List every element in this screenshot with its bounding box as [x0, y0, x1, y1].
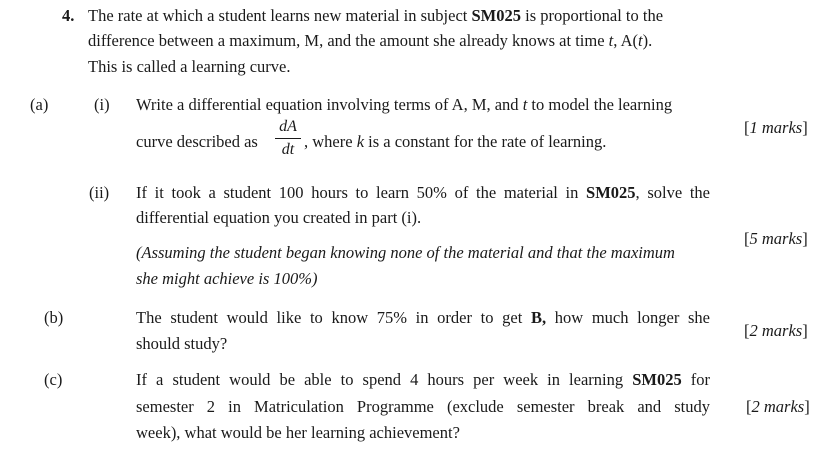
part-a-ii-line-1: If it took a student 100 hours to learn 50% of the material in SM025, solve the [136, 183, 710, 202]
part-b-line-1: The student would like to know 75% in order to get B, how much longer she [136, 308, 710, 327]
part-a-label: (a) [30, 95, 49, 114]
part-a-ii-marks: [5 marks] [744, 229, 808, 248]
part-a-i-line-2a: curve described as [136, 132, 258, 151]
fraction-denominator: dt [281, 141, 295, 158]
part-c-line-2: semester 2 in Matriculation Programme (exclude semester break and study [136, 397, 710, 416]
question-number: 4. [62, 6, 75, 25]
part-b-marks: [2 marks] [744, 321, 808, 340]
part-b-line-2: should study? [136, 334, 228, 353]
part-c-line-3: week), what would be her learning achievement? [136, 423, 460, 442]
part-a-i-marks: [1 marks] [744, 118, 808, 137]
part-c-label: (c) [44, 370, 63, 389]
part-a-i-line-2b: , where k is a constant for the rate of learning. [304, 132, 607, 151]
part-c-marks: [2 marks] [746, 397, 810, 416]
part-a-ii-label: (ii) [89, 183, 110, 202]
subject-code: SM025 [471, 6, 521, 25]
intro-line-3: This is called a learning curve. [88, 57, 291, 76]
derivative-fraction [275, 118, 301, 159]
part-c-line-1: If a student would be able to spend 4 hours per week in learning SM025 for [136, 370, 710, 389]
intro-line-2: difference between a maximum, M, and the amount she already knows at time t, A(t). [88, 31, 653, 50]
part-a-ii-note-2: she might achieve is 100%) [136, 269, 318, 288]
part-a-i-label: (i) [94, 95, 110, 114]
part-b-label: (b) [44, 308, 64, 327]
part-a-i-line-1: Write a differential equation involving terms of A, M, and t to model the learning [136, 95, 673, 114]
fraction-numerator: dA [279, 118, 297, 135]
fraction-bar [275, 138, 301, 139]
part-a-ii-note-1: (Assuming the student began knowing none of the material and that the maximum [136, 243, 675, 262]
part-a-ii-line-2: differential equation you created in part (i). [136, 208, 422, 227]
intro-line-1: The rate at which a student learns new material in subject SM025 is proportional to the [88, 6, 664, 25]
